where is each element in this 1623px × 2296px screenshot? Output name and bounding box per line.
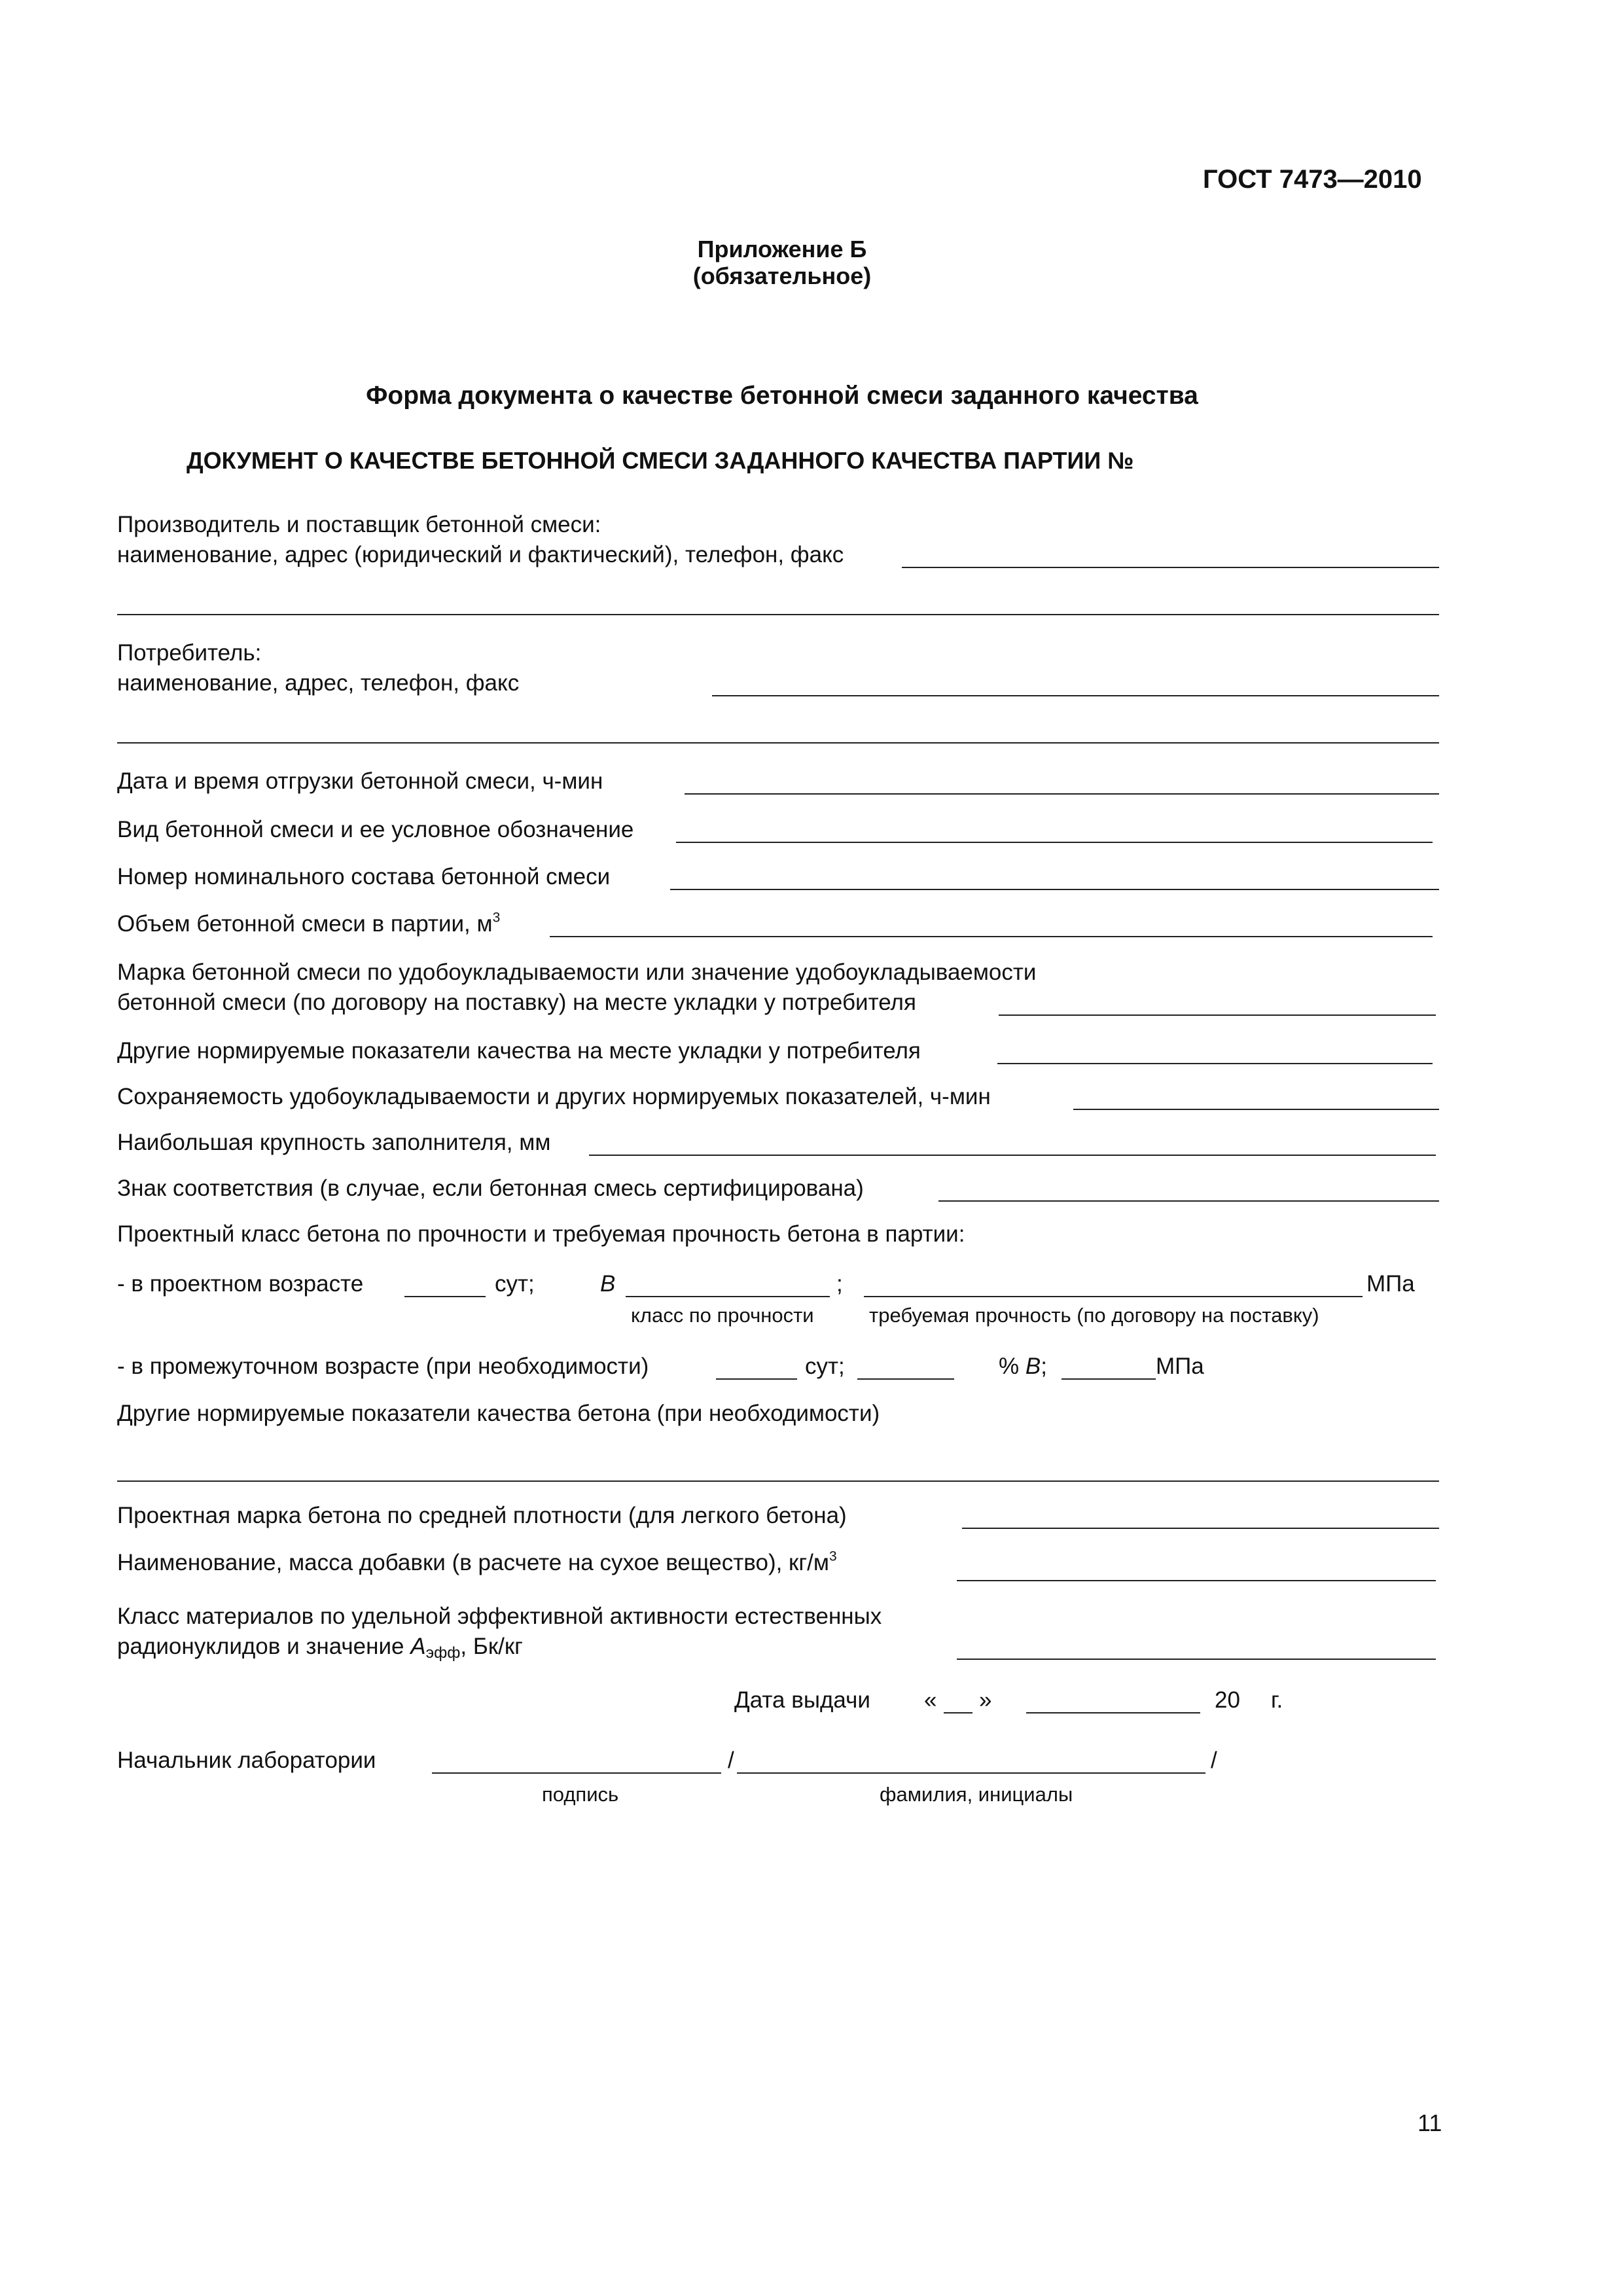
producer-heading: Производитель и поставщик бетонной смеси:	[117, 512, 601, 537]
appendix-status: (обязательное)	[692, 262, 872, 289]
radionuclide-label-line2: радионуклидов и значение $A_{эфф}$, Бк/кг	[117, 1634, 523, 1662]
conformity-mark-label: Знак соответствия (в случае, если бетонная смесь сертифицирована)	[117, 1175, 864, 1201]
density-grade-label: Проектная марка бетона по средней плотности (для легкого бетона)	[117, 1503, 847, 1528]
issue-date-year-suffix: г.	[1271, 1687, 1283, 1713]
design-age-class-symbol: B	[600, 1271, 616, 1297]
issue-date-close-quote: »	[979, 1687, 992, 1713]
strength-class-heading: Проектный класс бетона по прочности и требуемая прочность бетона в партии:	[117, 1221, 965, 1247]
batch-volume-label: Объем бетонной смеси в партии, $м^3$	[117, 910, 501, 937]
intermediate-age-days-unit: сут;	[805, 1354, 845, 1379]
standard-code: ГОСТ 7473—2010	[1203, 165, 1422, 194]
lab-head-label: Начальник лаборатории	[117, 1748, 376, 1773]
issue-date-open-quote: «	[924, 1687, 937, 1713]
other-concrete-indicators-field[interactable]	[117, 1480, 1439, 1482]
design-age-label: - в проектном возрасте	[117, 1271, 364, 1297]
workability-retention-field[interactable]	[1073, 1109, 1439, 1110]
shipment-datetime-field[interactable]	[685, 793, 1439, 795]
batch-volume-field[interactable]	[550, 936, 1433, 937]
design-age-class-caption: класс по прочности	[631, 1304, 814, 1327]
issue-date-year-prefix: 20	[1215, 1687, 1240, 1713]
conformity-mark-field[interactable]	[938, 1200, 1439, 1202]
radionuclide-field[interactable]	[957, 1659, 1436, 1660]
consumer-details-label: наименование, адрес, телефон, факс	[117, 670, 520, 696]
admixture-label: Наименование, масса добавки (в расчете на сухое вещество), $кг/м^3$	[117, 1549, 837, 1575]
design-age-required-caption: требуемая прочность (по договору на поставку)	[869, 1304, 1319, 1327]
workability-label-line1: Марка бетонной смеси по удобоукладываемости или значение удобоукладываемости	[117, 960, 1037, 985]
lab-head-slash-2: /	[1211, 1748, 1217, 1773]
design-age-separator: ;	[836, 1271, 843, 1297]
lab-head-name-caption: фамилия, инициалы	[880, 1783, 1073, 1806]
intermediate-age-percent-b: % B;	[999, 1354, 1047, 1379]
lab-head-signature-caption: подпись	[542, 1783, 619, 1806]
intermediate-age-mpa-field[interactable]	[1061, 1378, 1156, 1380]
design-age-required-strength-field[interactable]	[864, 1296, 1363, 1297]
document-title: ДОКУМЕНТ О КАЧЕСТВЕ БЕТОННОЙ СМЕСИ ЗАДАННОГО КАЧЕСТВА ПАРТИИ №	[187, 447, 1134, 474]
admixture-field[interactable]	[957, 1580, 1436, 1581]
producer-details-field[interactable]	[902, 567, 1439, 568]
intermediate-age-label: - в промежуточном возрасте (при необходимости)	[117, 1354, 649, 1379]
design-age-class-field[interactable]	[626, 1296, 830, 1297]
issue-date-label: Дата выдачи	[734, 1687, 870, 1713]
other-indicators-site-label: Другие нормируемые показатели качества на месте укладки у потребителя	[117, 1038, 921, 1064]
max-aggregate-size-label: Наибольшая крупность заполнителя, мм	[117, 1130, 551, 1155]
composition-number-field[interactable]	[670, 889, 1439, 890]
consumer-details-field-2[interactable]	[117, 742, 1439, 744]
appendix-title: Приложение Б	[697, 236, 867, 262]
max-aggregate-size-field[interactable]	[589, 1155, 1436, 1156]
lab-head-signature-field[interactable]	[432, 1772, 721, 1774]
intermediate-age-days-field[interactable]	[716, 1378, 797, 1380]
page-number: 11	[1418, 2109, 1442, 2136]
producer-details-label: наименование, адрес (юридический и фактический), телефон, факс	[117, 542, 844, 567]
mix-type-field[interactable]	[676, 842, 1433, 843]
other-concrete-indicators-label: Другие нормируемые показатели качества бетона (при необходимости)	[117, 1401, 880, 1426]
design-age-days-unit: сут;	[495, 1271, 535, 1297]
producer-details-field-2[interactable]	[117, 614, 1439, 615]
workability-label-line2: бетонной смеси (по договору на поставку) на месте укладки у потребителя	[117, 990, 916, 1015]
consumer-details-field[interactable]	[712, 695, 1439, 696]
composition-number-label: Номер номинального состава бетонной смеси	[117, 864, 611, 889]
other-indicators-site-field[interactable]	[997, 1063, 1433, 1064]
design-age-mpa-unit: МПа	[1366, 1271, 1415, 1297]
workability-retention-label: Сохраняемость удобоукладываемости и других нормируемых показателей, ч-мин	[117, 1084, 991, 1109]
intermediate-age-mpa-unit: МПа	[1156, 1354, 1204, 1379]
workability-field[interactable]	[999, 1014, 1436, 1016]
consumer-heading: Потребитель:	[117, 640, 262, 666]
mix-type-label: Вид бетонной смеси и ее условное обозначение	[117, 817, 634, 842]
design-age-days-field[interactable]	[404, 1296, 486, 1297]
radionuclide-label-line1: Класс материалов по удельной эффективной активности естественных	[117, 1604, 882, 1629]
form-title: Форма документа о качестве бетонной смеси заданного качества	[366, 382, 1198, 410]
density-grade-field[interactable]	[962, 1528, 1439, 1529]
lab-head-slash-1: /	[728, 1748, 734, 1773]
intermediate-age-percent-field[interactable]	[857, 1378, 954, 1380]
lab-head-name-field[interactable]	[737, 1772, 1205, 1774]
shipment-datetime-label: Дата и время отгрузки бетонной смеси, ч-мин	[117, 768, 603, 794]
issue-date-day-field[interactable]	[944, 1712, 972, 1713]
issue-date-month-field[interactable]	[1026, 1712, 1200, 1713]
